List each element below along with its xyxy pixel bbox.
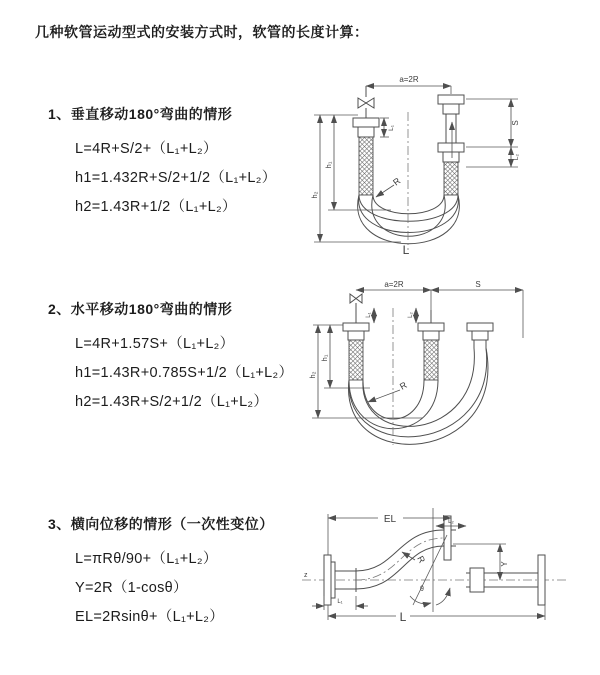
section-vertical-bend bbox=[48, 104, 277, 224]
dim-label-l2: L₂ bbox=[513, 153, 520, 161]
middle-pipe bbox=[418, 310, 444, 380]
formula-line: L=4R+1.57S+（L₁+L₂） bbox=[75, 336, 235, 352]
left-pipe bbox=[343, 323, 369, 380]
right-pipe bbox=[438, 95, 464, 195]
dimension-lines bbox=[310, 75, 520, 242]
dim-label-h1: h₁ bbox=[320, 354, 329, 362]
diagram-vertical-bend bbox=[306, 70, 556, 262]
formula-line: h1=1.43R+0.785S+1/2（L₁+L₂） bbox=[75, 365, 294, 381]
dim-label-r: R bbox=[391, 175, 403, 188]
dim-label-r: R bbox=[415, 554, 428, 565]
dim-label-s: S bbox=[475, 280, 481, 289]
dim-label-y: Y bbox=[500, 561, 509, 567]
dim-label-a2r: a=2R bbox=[399, 75, 419, 84]
dim-label-bottom-l: L bbox=[399, 610, 407, 624]
valve-symbol bbox=[358, 86, 374, 118]
formula-block bbox=[75, 547, 274, 634]
dimension-lines bbox=[312, 514, 545, 624]
dim-label-r: R bbox=[398, 379, 409, 392]
section-lateral-displacement bbox=[48, 514, 274, 634]
dim-label-l1: L₁ bbox=[388, 125, 395, 131]
page-title: 几种软管运动型式的安装方式时，软管的长度计算： bbox=[35, 24, 369, 40]
radius-callout bbox=[376, 175, 403, 197]
formula-line: h1=1.432R+S/2+1/2（L₁+L₂） bbox=[75, 170, 277, 186]
axis-label-z: z bbox=[304, 572, 308, 579]
dim-label-h2: h₂ bbox=[308, 371, 317, 379]
section-heading: 2、水平移动180°弯曲的情形 bbox=[48, 301, 233, 317]
dim-label-theta: θ bbox=[420, 586, 424, 593]
dim-label-l1: L₁ bbox=[337, 599, 343, 605]
section-heading: 1、垂直移动180°弯曲的情形 bbox=[48, 106, 233, 122]
dim-label-h2: h₂ bbox=[310, 191, 319, 199]
formula-line: h2=1.43R+1/2（L₁+L₂） bbox=[75, 199, 237, 215]
radius-callout bbox=[368, 380, 409, 402]
section-heading: 3、横向位移的情形（一次性变位） bbox=[48, 516, 274, 532]
formula-block bbox=[75, 332, 293, 419]
formula-line: L=πRθ/90+（L₁+L₂） bbox=[75, 551, 218, 567]
dim-label-l1: L₁ bbox=[366, 312, 372, 318]
valve-symbol bbox=[350, 294, 362, 323]
formula-line: EL=2Rsinθ+（L₁+L₂） bbox=[75, 609, 225, 625]
section-horizontal-bend bbox=[48, 299, 293, 419]
dim-label-h1: h₁ bbox=[324, 161, 333, 169]
radius-callout bbox=[402, 552, 427, 565]
formula-line: L=4R+S/2+（L₁+L₂） bbox=[75, 141, 218, 157]
diagram-horizontal-bend bbox=[308, 280, 598, 460]
diagram-lateral-displacement bbox=[298, 500, 598, 645]
dim-label-l2: L₂ bbox=[448, 519, 454, 525]
dim-label-el: EL bbox=[383, 514, 397, 525]
left-pipe bbox=[353, 118, 379, 195]
formula-line: h2=1.43R+S/2+1/2（L₁+L₂） bbox=[75, 394, 269, 410]
dimension-lines bbox=[308, 280, 523, 418]
dim-label-s: S bbox=[511, 120, 520, 126]
formula-line: Y=2R（1-cosθ） bbox=[75, 580, 188, 596]
right-pipe bbox=[467, 323, 493, 348]
dim-label-a2r: a=2R bbox=[384, 280, 404, 289]
dim-label-l2: L₂ bbox=[408, 312, 414, 318]
formula-block bbox=[75, 137, 277, 224]
dim-label-bottom-l: L bbox=[402, 243, 410, 257]
